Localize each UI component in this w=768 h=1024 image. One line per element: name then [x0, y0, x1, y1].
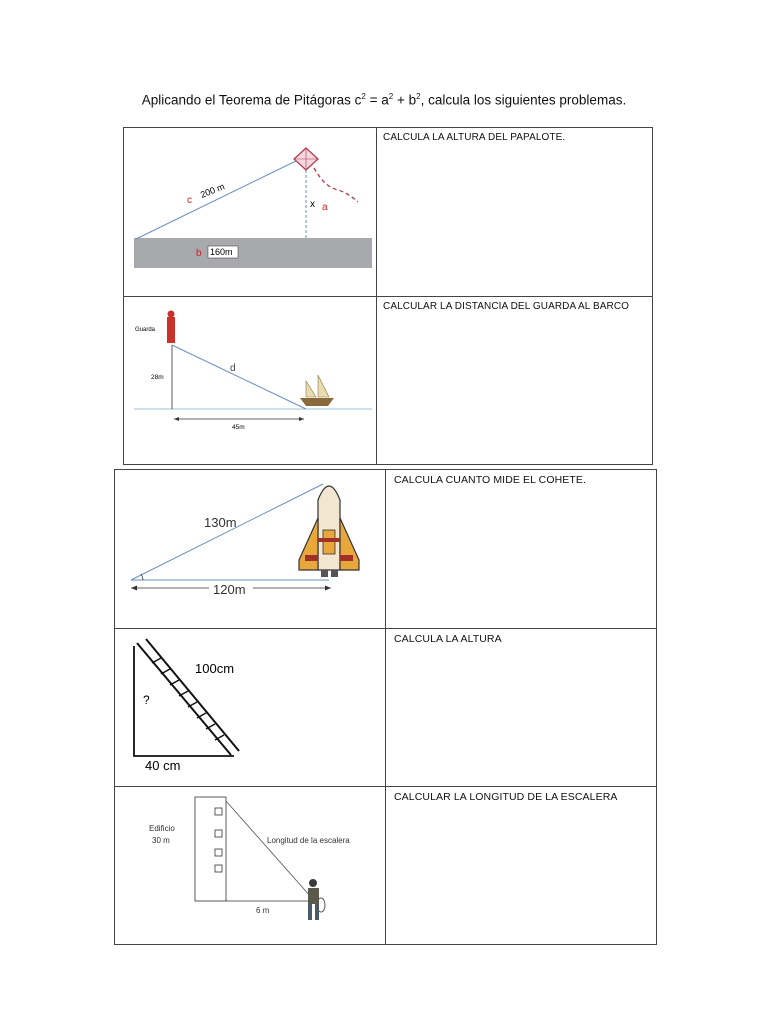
- label-hypotenuse: 200 m: [199, 181, 226, 200]
- label-base: 160m: [210, 247, 233, 257]
- problem-prompt: CALCULA LA ALTURA DEL PAPALOTE.: [383, 132, 566, 143]
- answer-cell-2: [377, 297, 653, 465]
- rocket-figure: [115, 470, 385, 623]
- label-base: 6 m: [256, 906, 270, 915]
- label-base: 45m: [232, 424, 245, 431]
- page-title: Aplicando el Teorema de Pitágoras $c^2 = a^2 + b^2$, calcula los siguientes problemas.: [141, 92, 627, 108]
- label-question: ?: [143, 693, 150, 707]
- label-hypotenuse: 130m: [204, 515, 237, 530]
- label-building-height: 30 m: [152, 836, 170, 845]
- label-hypotenuse: 100cm: [195, 661, 235, 676]
- label-base: 120m: [213, 582, 246, 597]
- problems-table-2: [114, 469, 657, 945]
- ladder-figure: [115, 629, 385, 781]
- kite-tail: [314, 168, 358, 202]
- label-d: d: [230, 363, 236, 374]
- label-guard: Guarda: [135, 327, 156, 333]
- hypotenuse-line: [131, 484, 323, 580]
- label-c: c: [187, 195, 192, 206]
- rocket-figure-cell: [115, 470, 386, 629]
- answer-cell-3: [386, 470, 657, 629]
- ladder-icon: [137, 639, 239, 755]
- label-building: Edificio: [149, 824, 175, 833]
- guard-figure-cell: [124, 297, 377, 465]
- problems-table-1: [123, 127, 653, 465]
- label-base: 40 cm: [145, 758, 181, 773]
- label-a: a: [322, 202, 328, 213]
- guard-figure: [124, 297, 376, 459]
- ladder-line: [226, 801, 311, 897]
- building-figure: [115, 787, 385, 939]
- answer-cell-5: [386, 787, 657, 945]
- person-icon: [308, 879, 325, 920]
- problem-prompt: CALCULAR LA LONGITUD DE LA ESCALERA: [394, 791, 618, 803]
- ground: [134, 238, 372, 268]
- answer-cell-4: [386, 629, 657, 787]
- ladder-figure-cell: [115, 629, 386, 787]
- distance-line: [172, 345, 306, 409]
- problem-prompt: CALCULAR LA DISTANCIA DEL GUARDA AL BARCO: [383, 301, 630, 312]
- problem-prompt: CALCULA LA ALTURA: [394, 633, 502, 645]
- answer-cell-1: [377, 128, 653, 297]
- kite-string: [136, 159, 300, 239]
- building-figure-cell: [115, 787, 386, 945]
- building-icon: [195, 797, 226, 901]
- label-height: 28m: [151, 374, 164, 381]
- kite-figure-cell: [124, 128, 377, 297]
- rocket-icon: [299, 486, 359, 577]
- guard-person-icon: [167, 317, 175, 343]
- label-x: x: [310, 199, 315, 210]
- problem-prompt: CALCULA CUANTO MIDE EL COHETE.: [394, 474, 587, 486]
- sailboat-icon: [300, 375, 334, 406]
- label-ladder: Longitud de la escalera: [267, 836, 350, 845]
- kite-figure: [124, 128, 376, 291]
- label-b: b: [196, 248, 202, 259]
